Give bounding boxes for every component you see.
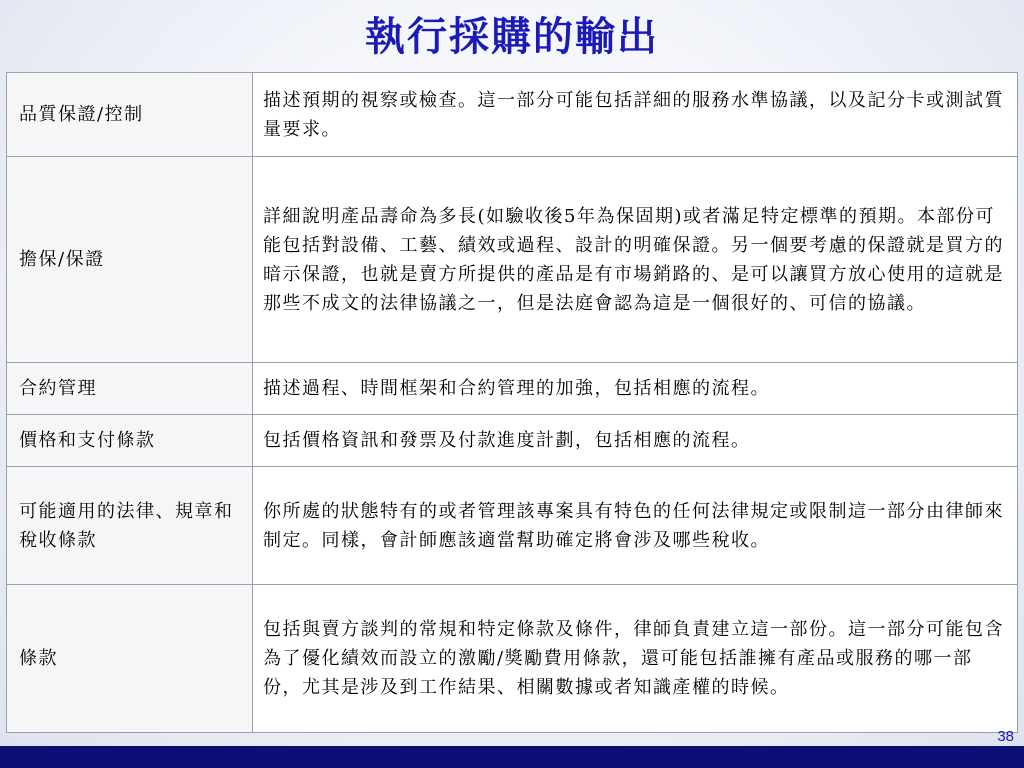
description-cell: 你所處的狀態特有的或者管理該專案具有特色的任何法律規定或限制這一部分由律師來制定。同樣，會計師應該適當幫助確定將會涉及哪些稅收。 bbox=[253, 467, 1018, 585]
slide-title: 執行採購的輸出 bbox=[365, 13, 659, 60]
table-row bbox=[7, 585, 1018, 733]
table-row bbox=[7, 73, 1018, 157]
procurement-outputs-table bbox=[6, 72, 1018, 733]
term-cell: 條款 bbox=[7, 585, 253, 733]
description-cell: 描述預期的視察或檢查。這一部分可能包括詳細的服務水準協議，以及記分卡或測試質量要求。 bbox=[253, 73, 1018, 157]
page-number: 38 bbox=[997, 728, 1014, 745]
description-cell: 詳細說明產品壽命為多長(如驗收後5年為保固期)或者滿足特定標準的預期。本部份可能包括對設備、工藝、績效或過程、設計的明確保證。另一個要考慮的保證就是買方的暗示保證，也就是賣方所提供的產品是有市場銷路的、是可以讓買方放心使用的這就是那些不成文的法律協議之一，但是法庭會認為這是一個很好的、可信的協議。 bbox=[253, 157, 1018, 363]
description-cell: 包括與賣方談判的常規和特定條款及條件，律師負責建立這一部份。這一部分可能包含為了優化績效而設立的激勵/獎勵費用條款，還可能包括誰擁有產品或服務的哪一部份，尤其是涉及到工作結果、相關數據或者知識產權的時候。 bbox=[253, 585, 1018, 733]
term-cell: 價格和支付條款 bbox=[7, 415, 253, 467]
description-cell: 包括價格資訊和發票及付款進度計劃，包括相應的流程。 bbox=[253, 415, 1018, 467]
table-row bbox=[7, 467, 1018, 585]
description-cell: 描述過程、時間框架和合約管理的加強，包括相應的流程。 bbox=[253, 363, 1018, 415]
table-row bbox=[7, 157, 1018, 363]
table-row bbox=[7, 363, 1018, 415]
term-cell: 可能適用的法律、規章和稅收條款 bbox=[7, 467, 253, 585]
footer-bar bbox=[0, 746, 1024, 768]
term-cell: 合約管理 bbox=[7, 363, 253, 415]
table-row bbox=[7, 415, 1018, 467]
term-cell: 品質保證/控制 bbox=[7, 73, 253, 157]
term-cell: 擔保/保證 bbox=[7, 157, 253, 363]
